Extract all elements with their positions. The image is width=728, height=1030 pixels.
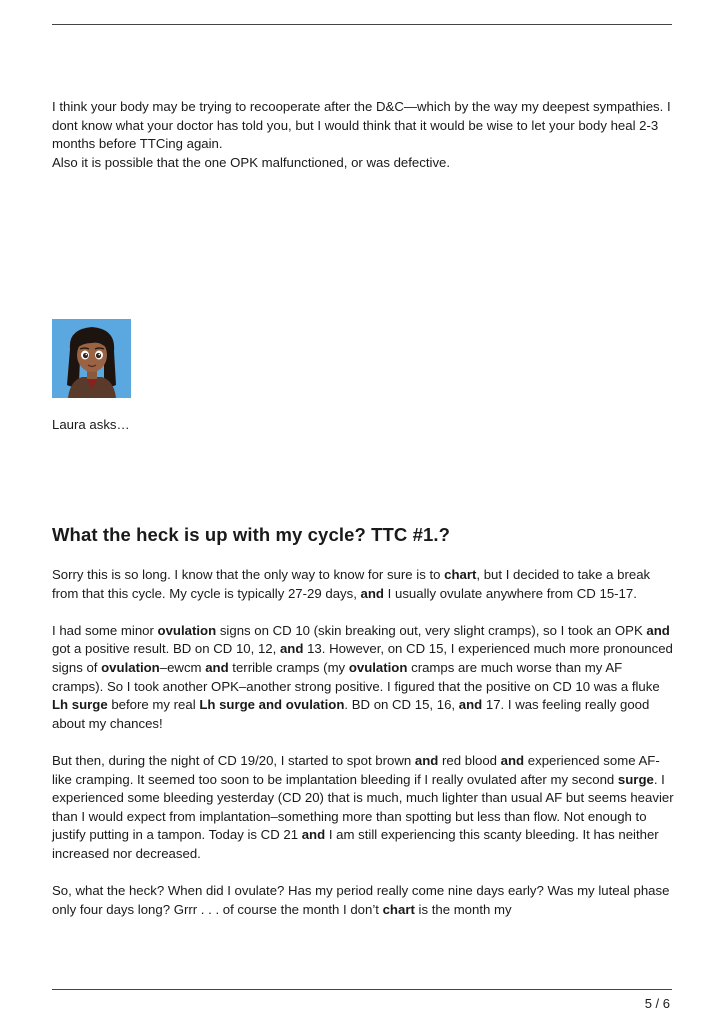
- answer-paragraph: Also it is possible that the one OPK malfunctioned, or was defective.: [52, 154, 451, 170]
- page-number: 5 / 6: [644, 996, 670, 1011]
- question-text: [52, 566, 677, 938]
- answer-paragraph: I think your body may be trying to recooperate after the D&C—which by the way my deepest sympathies. I dont know what your doctor has told you, but I would think that it would be wise to let your body heal 2-3 months before TTCing again.: [52, 99, 671, 152]
- woman-avatar-icon: [52, 319, 131, 398]
- footer-rule: [52, 989, 672, 990]
- header-rule: [52, 24, 672, 25]
- question-paragraph: But then, during the night of CD 19/20, I started to spot brown and red blood and experienced some AF-like cramping. It seemed too soon to be implantation bleeding if I really ovulated after my second surge. I experienced some bleeding yesterday (CD 20) that is much, much lighter than usual AF but seems heavier than I would expect from implantation–something more than spotting but less than flow. Not enough to justify putting in a tampon. Today is CD 21 and I am still experiencing this scanty bleeding. It has neither increased nor decreased.: [52, 752, 674, 861]
- question-paragraph: Sorry this is so long. I know that the only way to know for sure is to chart, but I decided to take a break from that this cycle. My cycle is typically 27-29 days, and I usually ovulate anywhere from CD 15-17.: [52, 567, 651, 601]
- question-title: What the heck is up with my cycle? TTC #1.?: [52, 524, 451, 545]
- asker-label: Laura asks…: [52, 417, 130, 432]
- question-paragraph: I had some minor ovulation signs on CD 10 (skin breaking out, very slight cramps), so I took an OPK and got a positive result. BD on CD 10, 12, and 13. However, on CD 15, I experienced much more pronounced signs of ovulation–ewcm and terrible cramps (my ovulation cramps are much worse than my AF cramps). So I took another OPK–another strong positive. I figured that the positive on CD 10 was a fluke Lh surge before my real Lh surge and ovulation. BD on CD 15, 16, and 17. I was feeling really good about my chances!: [52, 622, 673, 731]
- answer-text: [52, 98, 677, 172]
- question-paragraph: So, what the heck? When did I ovulate? Has my period really come nine days early? Was my luteal phase only four days long? Grrr . . . of course the month I don’t chart is the month my: [52, 883, 670, 917]
